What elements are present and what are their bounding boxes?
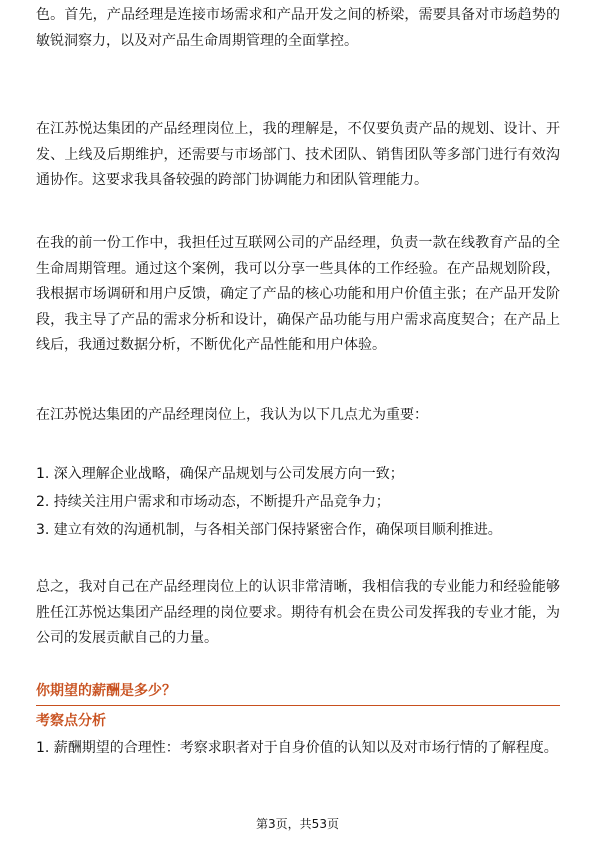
key-points-list <box>36 460 560 544</box>
page-footer: 第3页，共53页 <box>256 817 339 831</box>
list-item: 2. 持续关注用户需求和市场动态，不断提升产品竞争力； <box>36 494 390 510</box>
analysis-item: 1. 薪酬期望的合理性：考察求职者对于自身价值的认知以及对市场行情的了解程度。 <box>36 740 558 756</box>
question-heading-salary: 你期望的薪酬是多少？ <box>36 681 560 706</box>
list-item: 3. 建立有效的沟通机制，与各相关部门保持紧密合作，确保项目顺利推进。 <box>36 522 502 538</box>
analysis-heading: 考察点分析 <box>36 713 106 729</box>
paragraph-conclusion: 总之，我对自己在产品经理岗位上的认识非常清晰，我相信我的专业能力和经验能够胜任江苏悦达集团产品经理的岗位要求。期待有机会在贵公司发挥我的专业才能，为公司的发展贡献自己的力量。 <box>36 579 560 646</box>
list-item: 1. 深入理解企业战略，确保产品规划与公司发展方向一致； <box>36 466 404 482</box>
paragraph-role-understanding-intro: 色。首先，产品经理是连接市场需求和产品开发之间的桥梁，需要具备对市场趋势的敏锐洞察力，以及对产品生命周期管理的全面掌控。 <box>36 7 560 49</box>
paragraph-role-understanding: 在江苏悦达集团的产品经理岗位上，我的理解是，不仅要负责产品的规划、设计、开发、上线及后期维护，还需要与市场部门、技术团队、销售团队等多部门进行有效沟通协作。这要求我具备较强的跨部门协调能力和团队管理能力。 <box>36 121 560 188</box>
paragraph-key-points-intro: 在江苏悦达集团的产品经理岗位上，我认为以下几点尤为重要： <box>36 407 428 423</box>
paragraph-work-experience: 在我的前一份工作中，我担任过互联网公司的产品经理，负责一款在线教育产品的全生命周期管理。通过这个案例，我可以分享一些具体的工作经验。在产品规划阶段，我根据市场调研和用户反馈，确定了产品的核心功能和用户价值主张；在产品开发阶段，我主导了产品的需求分析和设计，确保产品功能与用户需求高度契合；在产品上线后，我通过数据分析，不断优化产品性能和用户体验。 <box>36 235 560 353</box>
